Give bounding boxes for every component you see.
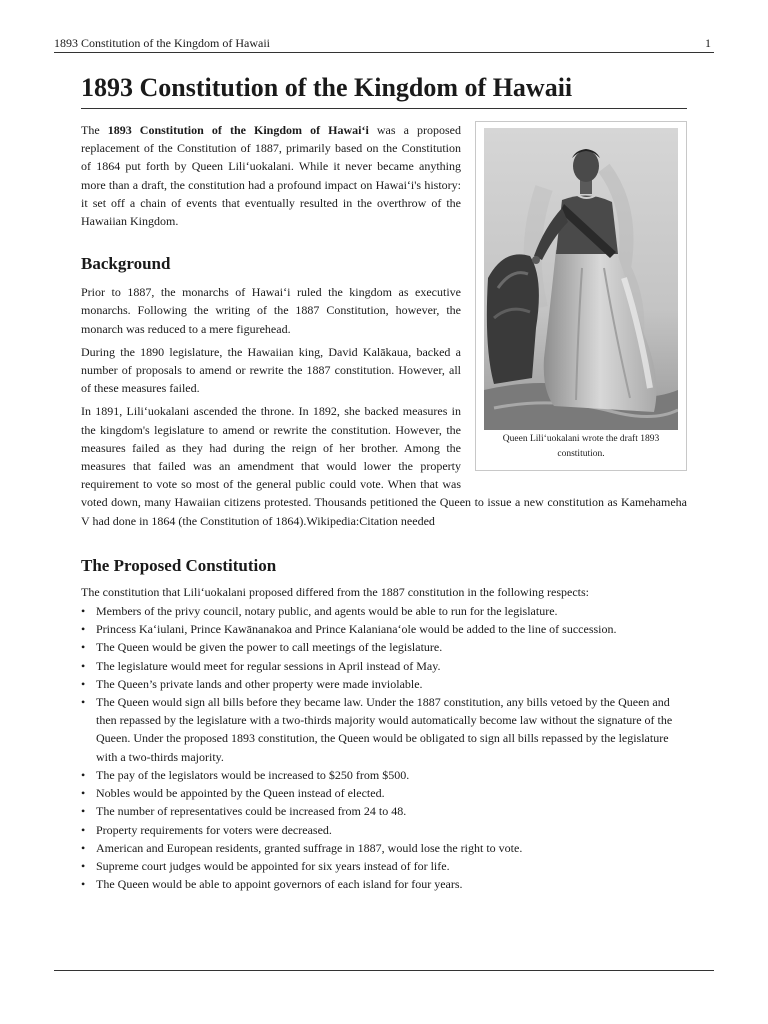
list-item-text: Property requirements for voters were decreased. (96, 822, 332, 837)
differences-list (81, 602, 687, 893)
background-paragraph: Prior to 1887, the monarchs of Hawaiʻi ruled the kingdom as executive monarchs. Following the writing of the 1887 Constitution, however, the monarch was reduced to a mere figurehead. (81, 285, 461, 336)
bullet: • (81, 658, 86, 673)
article-title: 1893 Constitution of the Kingdom of Hawaii (81, 72, 687, 109)
background-paragraph: During the 1890 legislature, the Hawaiian king, David Kalākaua, backed a number of proposals to amend or rewrite the 1887 constitution. However, all of these measures failed. (81, 344, 461, 396)
background-paragraph: In 1891, Liliʻuokalani ascended the throne. In 1892, she backed measures in the kingdom's legislature to amend or rewrite the constitution. However, the measures failed as they had during the reign of her brother. Among the measures that failed was an amendment that would lower the property requirement to vote so most of the general public could vote. When that was voted down, many Hawaiian citizens protested. Thousands petitioned the Queen to issue a new constitution as Kamehameha V had done in 1864 (the Constitution of 1864).Wikipedia:Citation needed (81, 404, 687, 528)
list-item-text: The pay of the legislators would be increased to $250 from $500. (96, 767, 410, 782)
list-item-text: The Queen would sign all bills before they became law. Under the 1887 constitution, any bills vetoed by the Queen and then repassed by the legislature with a two-thirds majority would automatically become law without the signature of the Queen. Under the proposed 1893 constitution, the Queen would be obligated to sign all bills repassed by the legislature with a two-thirds majority. (96, 695, 673, 764)
list-item-text: Supreme court judges would be appointed for six years instead of for life. (96, 858, 450, 873)
bullet: • (81, 804, 86, 819)
portrait-figure (475, 121, 687, 471)
running-header (54, 36, 714, 53)
list-item (81, 766, 687, 784)
list-item (81, 875, 687, 893)
page-number: 1 (705, 36, 711, 50)
list-item-text: Princess Kaʻiulani, Prince Kawānanakoa and Prince Kalanianaʻole would be added to the line of succession. (96, 622, 617, 637)
list-item-text: The legislature would meet for regular sessions in April instead of May. (96, 658, 441, 673)
bullet: • (81, 858, 86, 873)
list-item-text: Members of the privy council, notary public, and agents would be able to run for the legislature. (96, 604, 558, 619)
list-item (81, 620, 687, 638)
footer-rule (54, 970, 714, 971)
list-item-text: The Queen would be able to appoint governors of each island for four years. (96, 877, 463, 892)
list-item (81, 784, 687, 802)
proposed-constitution-heading: The Proposed Constitution (81, 555, 277, 575)
list-item (81, 802, 687, 820)
bullet: • (81, 877, 86, 892)
bullet: • (81, 676, 86, 691)
intro-lead: The (81, 123, 108, 137)
list-item (81, 638, 687, 656)
list-item (81, 857, 687, 875)
running-header-title: 1893 Constitution of the Kingdom of Hawaii (54, 36, 270, 50)
list-item-text: American and European residents, granted suffrage in 1887, would lose the right to vote. (96, 840, 523, 855)
intro-rest: was a proposed replacement of the Constitution of 1887, primarily based on the Constitution of 1864 put forth by Queen Liliʻuokalani. While it never became anything more than a draft, the constitution had a profound impact on Hawaiʻi's history: it set off a chain of events that eventually resulted in the overthrow of the Hawaiian Kingdom. (81, 123, 462, 229)
list-item (81, 657, 687, 675)
list-item (81, 675, 687, 693)
list-item (81, 602, 687, 620)
proposed-intro: The constitution that Liliʻuokalani proposed differed from the 1887 constitution in the following respects: (81, 584, 590, 599)
list-item-text: Nobles would be appointed by the Queen instead of elected. (96, 786, 385, 801)
list-item (81, 839, 687, 857)
article-body (81, 72, 687, 893)
bullet: • (81, 622, 86, 637)
background-heading: Background (81, 254, 171, 274)
intro-bold-term: 1893 Constitution of the Kingdom of Hawaiʻi (107, 123, 369, 137)
bullet: • (81, 767, 86, 782)
portrait-photo (484, 128, 678, 430)
bullet: • (81, 786, 86, 801)
figure-caption: Queen Liliʻuokalani wrote the draft 1893 constitution. (502, 434, 660, 459)
bullet: • (81, 822, 86, 837)
list-item-text: The number of representatives could be increased from 24 to 48. (96, 804, 407, 819)
list-item-text: The Queen would be given the power to call meetings of the legislature. (96, 640, 443, 655)
list-item-text: The Queen’s private lands and other property were made inviolable. (96, 676, 423, 691)
list-item (81, 693, 687, 766)
list-item (81, 821, 687, 839)
bullet: • (81, 604, 86, 619)
bullet: • (81, 640, 86, 655)
bullet: • (81, 695, 86, 710)
bullet: • (81, 840, 86, 855)
